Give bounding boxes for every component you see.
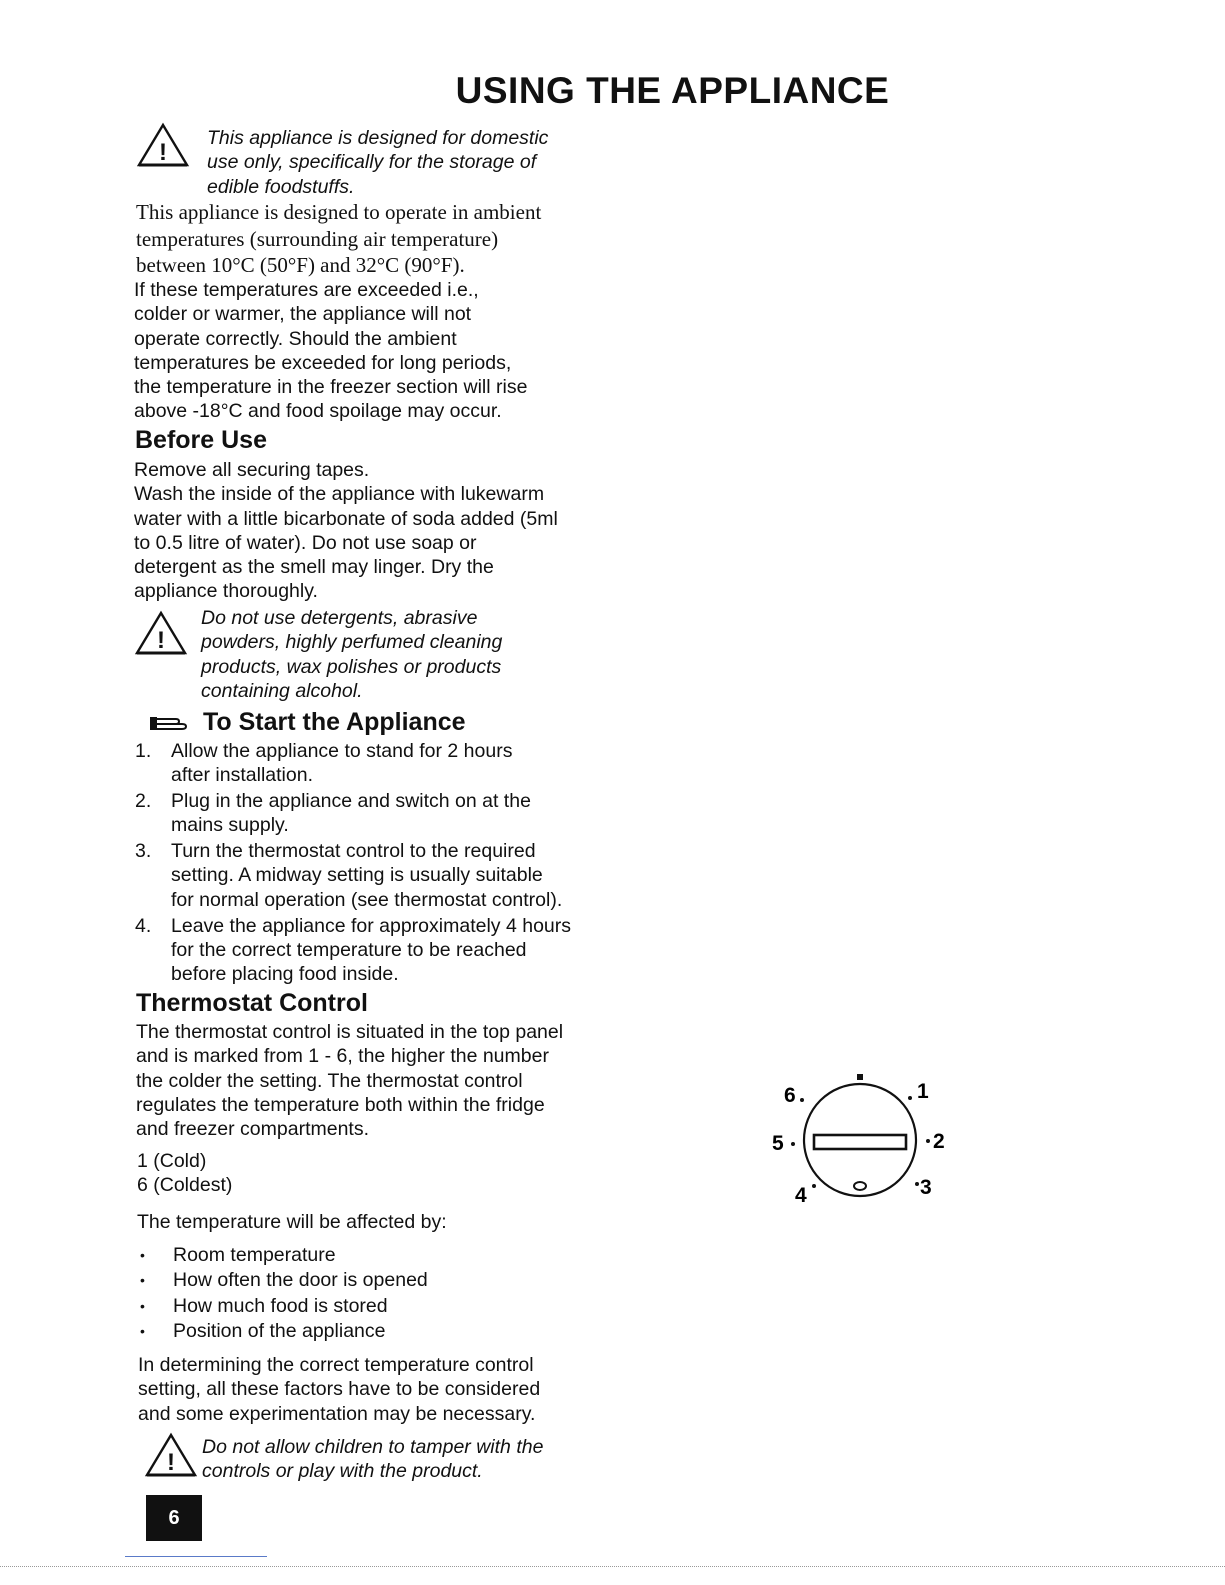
ambient-paragraph: If these temperatures are exceeded i.e., colder or warmer, the appliance will not operate correctly. Should the ambient temperatures be exceeded for long periods, the temperature in the freezer section will rise above -18°C and food spoilage may occur. xyxy=(134,279,528,423)
list-item: 1. Allow the appliance to stand for 2 hours after installation. xyxy=(135,740,513,787)
list-item: • How much food is stored xyxy=(140,1294,388,1317)
list-item: • How often the door is opened xyxy=(140,1269,428,1292)
dial-zero-marker xyxy=(854,1182,866,1190)
ambient-serif-paragraph: This appliance is designed to operate in ambient temperatures (surrounding air temperature) between 10°C (50°F) and 32°C (90°F). xyxy=(136,200,542,277)
warning-text-detergents: Do not use detergents, abrasive powders, highly perfumed cleaning products, wax polishes or products containing alcohol. xyxy=(201,607,503,702)
factors-list xyxy=(137,1243,428,1345)
dial-label-1: 1 xyxy=(917,1080,929,1103)
list-item: 3. Turn the thermostat control to the required setting. A midway setting is usually suitable for normal operation (see thermostat control). xyxy=(135,840,563,911)
list-item: • Room temperature xyxy=(140,1244,336,1266)
thermostat-paragraph: The thermostat control is situated in the top panel and is marked from 1 - 6, the higher the number the colder the setting. The thermostat control regulates the temperature both within the fridge and freezer compartments. xyxy=(136,1021,564,1141)
dial-top-marker xyxy=(857,1074,863,1080)
list-item: • Position of the appliance xyxy=(140,1320,386,1343)
dial-label-6: 6 xyxy=(784,1084,796,1107)
warning-icon xyxy=(144,1432,198,1478)
bottom-link-rule xyxy=(125,1556,267,1557)
svg-text:!: ! xyxy=(159,139,167,166)
warning-text-children: Do not allow children to tamper with the controls or play with the product. xyxy=(202,1436,544,1483)
warning-icon xyxy=(134,610,188,656)
dial-label-4: 4 xyxy=(795,1184,807,1207)
list-item: 4. Leave the appliance for approximately 4 hours for the correct temperature to be reached before placing food inside. xyxy=(135,914,571,986)
svg-text:!: ! xyxy=(167,1449,175,1476)
dial-label-2: 2 xyxy=(933,1130,945,1153)
svg-text:!: ! xyxy=(157,627,165,654)
before-use-paragraph: Remove all securing tapes. Wash the inside of the appliance with lukewarm water with a little bicarbonate of soda added (5ml to 0.5 litre of water). Do not use soap or detergent as the smell may linger. Dry the appliance thoroughly. xyxy=(134,459,558,603)
dial-label-3: 3 xyxy=(920,1176,932,1199)
thermostat-heading: Thermostat Control xyxy=(136,989,368,1017)
bottom-rule xyxy=(0,1566,1225,1567)
pointing-hand-icon xyxy=(148,713,190,733)
determining-paragraph: In determining the correct temperature control setting, all these factors have to be considered and some experimentation may be necessary. xyxy=(138,1354,541,1425)
list-item: 2. Plug in the appliance and switch on at the mains supply. xyxy=(135,790,531,837)
thermostat-settings: 1 (Cold) 6 (Coldest) xyxy=(137,1150,233,1197)
dial-knob-bar xyxy=(814,1135,906,1149)
page-title: USING THE APPLIANCE xyxy=(455,70,890,111)
start-steps xyxy=(135,739,615,988)
affected-by-text: The temperature will be affected by: xyxy=(137,1211,447,1233)
before-use-heading: Before Use xyxy=(135,426,267,454)
warning-icon xyxy=(136,122,190,168)
dial-label-5: 5 xyxy=(772,1132,784,1155)
start-heading: To Start the Appliance xyxy=(203,708,466,736)
warning-text-domestic: This appliance is designed for domestic use only, specifically for the storage of edible foodstuffs. xyxy=(207,127,549,198)
page-number: 6 xyxy=(146,1495,202,1541)
thermostat-dial-illustration xyxy=(760,1060,960,1220)
